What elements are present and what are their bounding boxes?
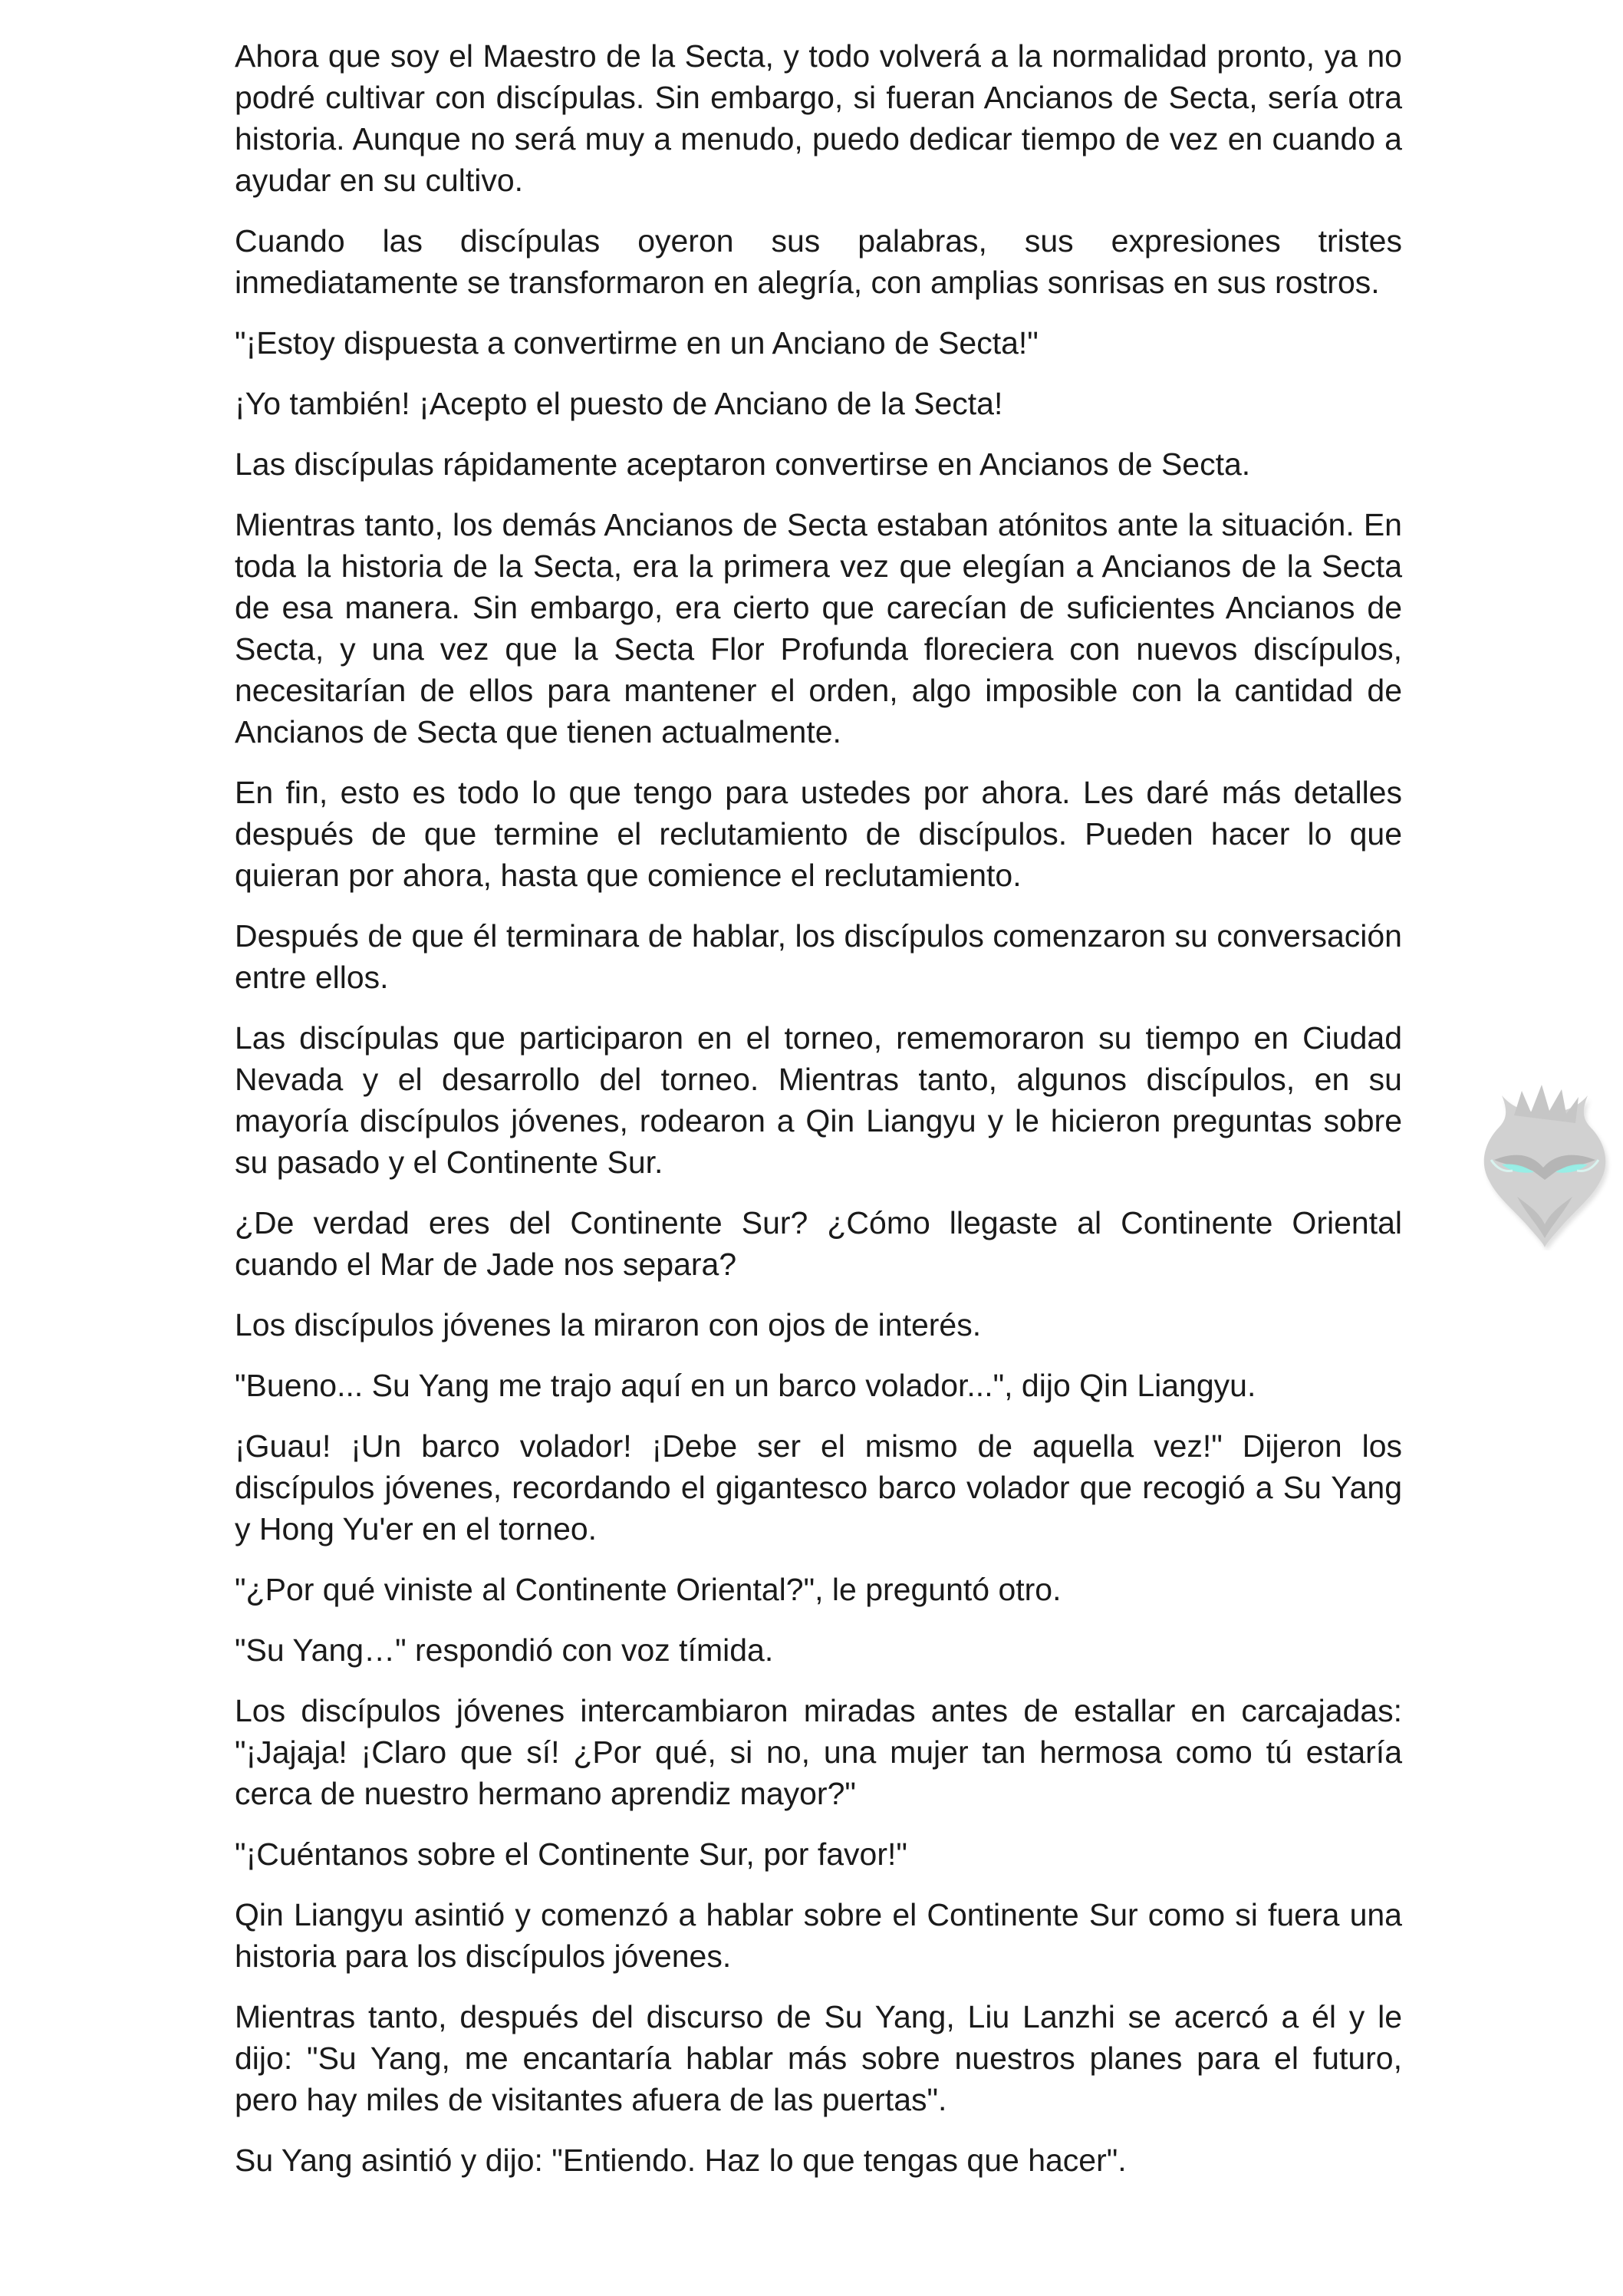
- paragraph: Su Yang asintió y dijo: "Entiendo. Haz lo que tengas que hacer".: [235, 2143, 1127, 2178]
- paragraph: Los discípulos jóvenes la miraron con ojos de interés.: [235, 1307, 982, 1342]
- paragraph: "Bueno... Su Yang me trajo aquí en un barco volador...", dijo Qin Liangyu.: [235, 1368, 1256, 1403]
- paragraph: Ahora que soy el Maestro de la Secta, y todo volverá a la normalidad pronto, ya no podré cultivar con discípulas. Sin embargo, si fueran Ancianos de Secta, sería otra historia. Aunque no será muy a menudo, puedo dedicar tiempo de vez en cuando a ayudar en su cultivo.: [235, 38, 1402, 198]
- paragraph: "¡Estoy dispuesta a convertirme en un Anciano de Secta!": [235, 325, 1039, 361]
- document-page: [235, 35, 1402, 2200]
- demon-head-logo-icon: [1471, 1074, 1617, 1250]
- paragraph: Mientras tanto, los demás Ancianos de Secta estaban atónitos ante la situación. En toda la historia de la Secta, era la primera vez que elegían a Ancianos de la Secta de esa manera. Sin embargo, era cierto que carecían de suficientes Ancianos de Secta, y una vez que la Secta Flor Profunda floreciera con nuevos discípulos, necesitarían de ellos para mantener el orden, algo imposible con la cantidad de Ancianos de Secta que tienen actualmente.: [235, 507, 1402, 749]
- paragraph: Las discípulas que participaron en el torneo, rememoraron su tiempo en Ciudad Nevada y el desarrollo del torneo. Mientras tanto, algunos discípulos, en su mayoría discípulos jóvenes, rodearon a Qin Liangyu y le hicieron preguntas sobre su pasado y el Continente Sur.: [235, 1020, 1402, 1180]
- paragraph: Después de que él terminara de hablar, los discípulos comenzaron su conversación entre ellos.: [235, 918, 1402, 995]
- paragraph: "Su Yang…" respondió con voz tímida.: [235, 1632, 774, 1668]
- paragraph: ¿De verdad eres del Continente Sur? ¿Cómo llegaste al Continente Oriental cuando el Mar de Jade nos separa?: [235, 1205, 1402, 1282]
- paragraph: Mientras tanto, después del discurso de Su Yang, Liu Lanzhi se acercó a él y le dijo: "Su Yang, me encantaría hablar más sobre nuestros planes para el futuro, pero hay miles de visitantes afuera de las puertas".: [235, 1999, 1402, 2117]
- paragraph: En fin, esto es todo lo que tengo para ustedes por ahora. Les daré más detalles después de que termine el reclutamiento de discípulos. Pueden hacer lo que quieran por ahora, hasta que comience el reclutamiento.: [235, 775, 1402, 893]
- paragraph: Las discípulas rápidamente aceptaron convertirse en Ancianos de Secta.: [235, 446, 1251, 482]
- paragraph: "¡Cuéntanos sobre el Continente Sur, por favor!": [235, 1836, 907, 1872]
- paragraph: ¡Guau! ¡Un barco volador! ¡Debe ser el mismo de aquella vez!" Dijeron los discípulos jóvenes, recordando el gigantesco barco volador que recogió a Su Yang y Hong Yu'er en el torneo.: [235, 1428, 1402, 1547]
- paragraph: "¿Por qué viniste al Continente Oriental?", le preguntó otro.: [235, 1572, 1062, 1607]
- paragraph: Cuando las discípulas oyeron sus palabras, sus expresiones tristes inmediatamente se transformaron en alegría, con amplias sonrisas en sus rostros.: [235, 223, 1402, 300]
- paragraph: Qin Liangyu asintió y comenzó a hablar sobre el Continente Sur como si fuera una historia para los discípulos jóvenes.: [235, 1897, 1402, 1974]
- paragraph: Los discípulos jóvenes intercambiaron miradas antes de estallar en carcajadas: "¡Jajaja! ¡Claro que sí! ¿Por qué, si no, una mujer tan hermosa como tú estaría cerca de nuestro hermano aprendiz mayor?": [235, 1693, 1402, 1811]
- paragraph: ¡Yo también! ¡Acepto el puesto de Anciano de la Secta!: [235, 386, 1003, 421]
